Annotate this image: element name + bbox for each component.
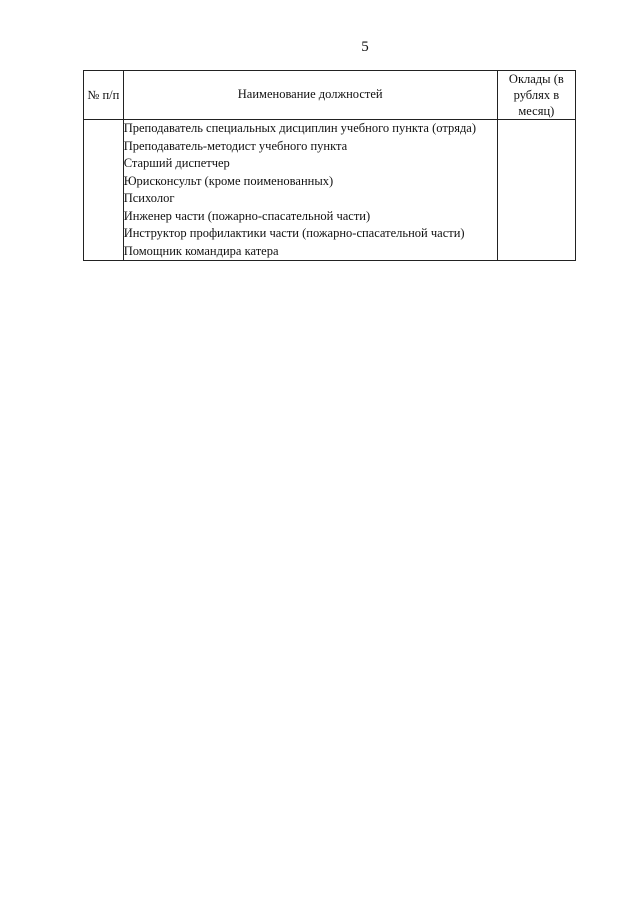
page-number: 5 [361,39,369,55]
position-names-cell [123,120,497,261]
number-cell [84,120,124,261]
position-item: Юрисконсульт (кроме поименованных) [123,173,334,188]
position-item: Помощник командира катера [123,243,279,258]
position-item: Старший диспетчер [123,156,230,170]
table-row [84,120,576,261]
table-header-row [84,71,576,120]
position-item: Инструктор профилактики части (пожарно-спасательной части) [123,226,465,240]
position-item: Психолог [123,191,175,205]
position-item: Преподаватель специальных дисциплин учебного пункта (отряда) [123,121,477,135]
header-number: № п/п [84,71,124,120]
salary-cell [497,120,575,261]
header-position-name: Наименование должностей [123,71,497,120]
positions-table [83,70,576,261]
header-salary: Оклады (в рублях в месяц) [497,71,575,120]
position-item: Инженер части (пожарно-спасательной части) [123,208,371,223]
position-item: Преподаватель-методист учебного пункта [123,138,348,153]
